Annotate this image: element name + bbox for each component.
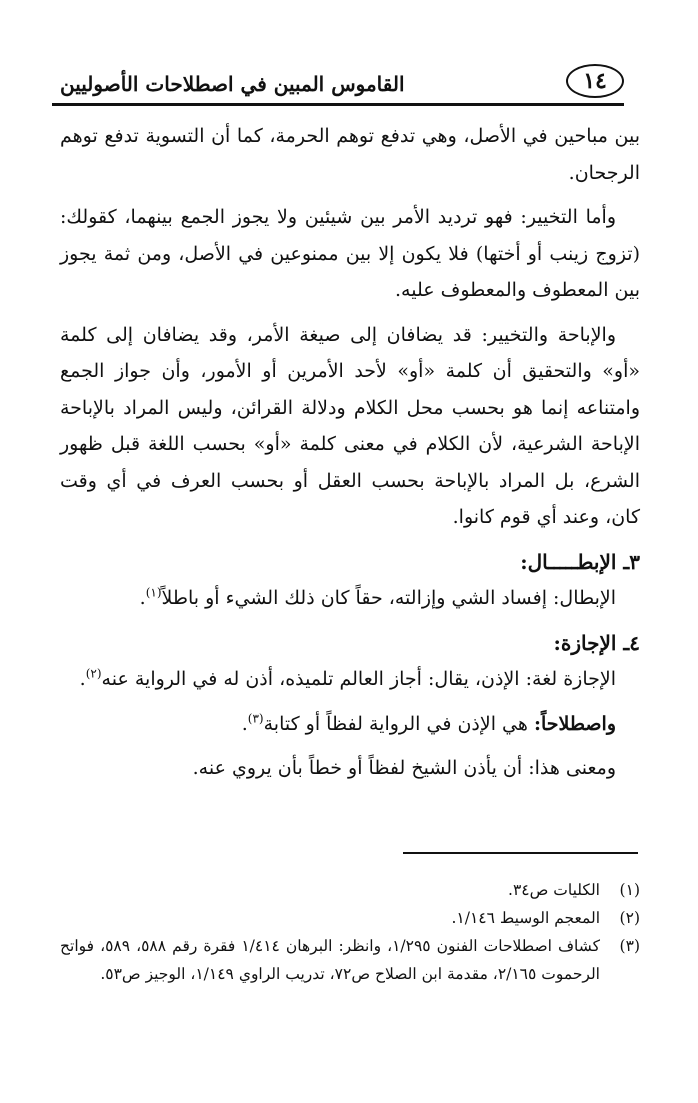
paragraph-takhyir: وأما التخيير: فهو ترديد الأمر بين شيئين ولا يجوز الجمع بينهما، كقولك: (تزوج زينب أو أختها) فلا يكون إلا بين ممنوعين في الأصل، ومن ثمة يجوز بين المعطوف والمعطوف عليه. [60, 206, 640, 301]
footnote-ref-2: (٢) [85, 666, 102, 681]
istilah-end: . [241, 712, 248, 735]
paragraph-continuation: بين مباحين في الأصل، وهي تدفع توهم الحرمة، كما أن التسوية تدفع توهم الرجحان. [60, 125, 640, 184]
footnote-ref-1: (١) [145, 585, 162, 600]
footnote-item [60, 876, 640, 904]
page-body [60, 118, 640, 795]
ibtal-text: الإبطال: إفساد الشي وإزالته، حقاً كان ذلك الشيء أو باطلاً [161, 587, 616, 609]
footnote-text: الكليات ص٣٤. [508, 881, 600, 899]
page-number: ١٤ [566, 64, 624, 98]
paragraph-ibtal [60, 580, 640, 617]
footnotes [60, 876, 640, 988]
footnote-number: (٣) [619, 937, 640, 955]
paragraph-ijaza-istilah [60, 706, 640, 743]
paragraph-ijaza-lugha [60, 661, 640, 698]
ijaza-lugha-text: الإجازة لغة: الإذن، يقال: أجاز العالم تلميذه، أذن له في الرواية عنه [101, 668, 616, 690]
footnote-number: (١) [619, 881, 640, 899]
footnote-separator [403, 852, 638, 854]
istilah-label: واصطلاحاً: [533, 712, 616, 735]
footnote-text: المعجم الوسيط ١/١٤٦. [451, 909, 600, 927]
paragraph-meaning: ومعنى هذا: أن يأذن الشيخ لفظاً أو خطاً بأن يروي عنه. [192, 757, 616, 779]
running-title: القاموس المبين في اصطلاحات الأصوليين [60, 72, 405, 96]
footnote-ref-3: (٣) [247, 711, 264, 726]
ibtal-end: . [139, 587, 146, 609]
header-rule [52, 103, 624, 106]
ijaza-lugha-end: . [79, 668, 86, 690]
istilah-text: هي الإذن في الرواية لفظاً أو كتابة [263, 712, 534, 735]
footnote-text: كشاف اصطلاحات الفنون ١/٢٩٥، وانظر: البرهان ١/٤١٤ فقرة رقم ٥٨٨، ٥٨٩، فواتح الرحموت ٢/١٦٥، مقدمة ابن الصلاح ص٧٢، تدريب الراوي ١/١٤٩، الوجيز ص٥٣. [60, 937, 600, 983]
footnote-number: (٢) [619, 909, 640, 927]
paragraph-ibaha: والإباحة والتخيير: قد يضافان إلى صيغة الأمر، وقد يضافان إلى كلمة «أو» والتحقيق أن كلمة «أو» لأحد الأمرين أو الأمور، وأن جواز الجمع وامتناعه إنما هو بحسب محل الكلام ودلالة القرائن، وليس المراد بالإباحة الإباحة الشرعية، لأن الكلام في معنى كلمة «أو» بحسب اللغة قبل ظهور الشرع، بل المراد بالإباحة بحسب العقل أو بحسب العرف في أي وقت كان، وعند أي قوم كانوا. [60, 323, 640, 528]
section-heading-ijaza: ٤ـ الإجازة: [553, 630, 640, 655]
footnote-item [60, 932, 640, 988]
footnote-item [60, 904, 640, 932]
page-header [52, 60, 624, 106]
section-heading-ibtal: ٣ـ الإبطـــــال: [520, 549, 640, 574]
